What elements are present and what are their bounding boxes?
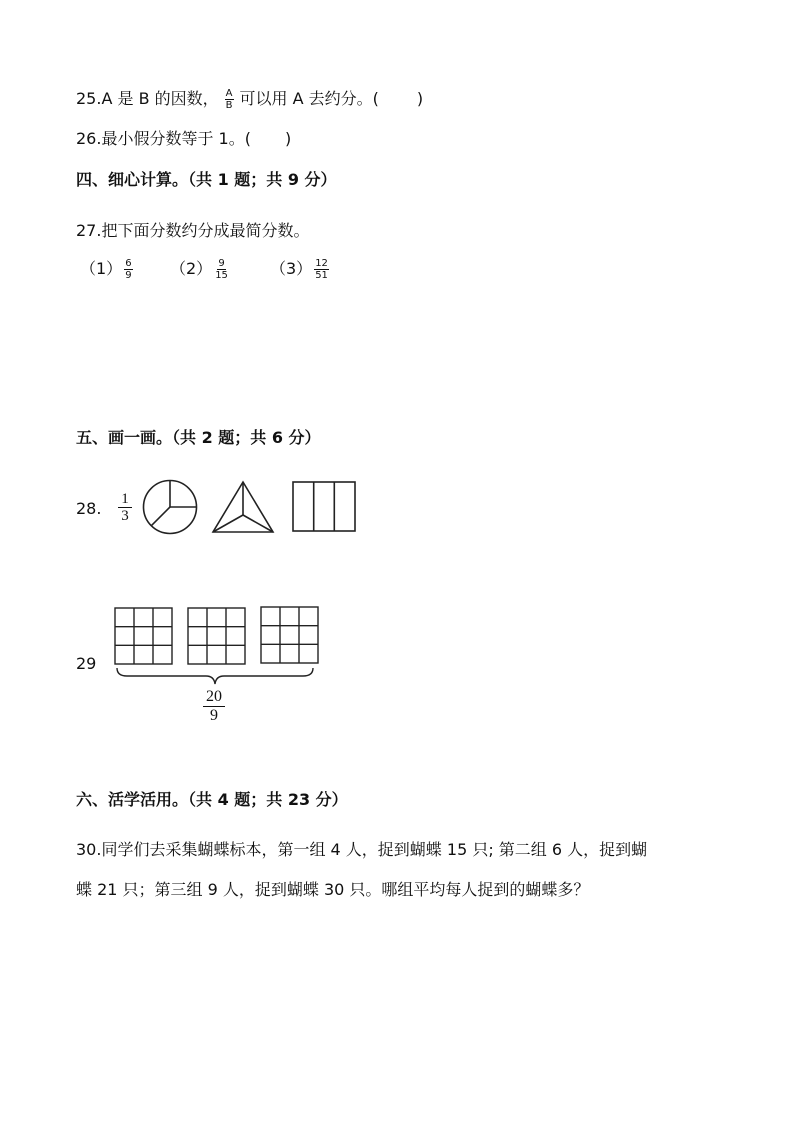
question-25	[76, 88, 423, 111]
triangle-divided-in-three[interactable]	[212, 481, 274, 533]
question-29-label: 29	[76, 654, 97, 673]
question-27-text: 27.把下面分数约分成最简分数。	[76, 221, 310, 240]
section-4-title: 四、细心计算。（共 1 题；共 9 分）	[76, 170, 337, 189]
fraction-numerator: 12	[315, 258, 328, 269]
question-26	[76, 129, 291, 149]
fraction-a-over-b	[225, 88, 234, 111]
item-label: （2）	[170, 259, 213, 278]
fraction	[314, 258, 329, 281]
fraction-item-3	[270, 258, 335, 281]
fraction-denominator: 3	[118, 507, 132, 524]
fraction-numerator: 20	[206, 688, 222, 705]
question-30-line-2: 蝶 21 只；第三组 9 人，捉到蝴蝶 30 只。哪组平均每人捉到的蝴蝶多？	[76, 880, 590, 899]
fraction	[124, 258, 132, 281]
item-label: （3）	[270, 259, 313, 278]
section-6-title: 六、活学活用。（共 4 题；共 23 分）	[76, 790, 348, 809]
fraction-numerator: 9	[218, 258, 225, 269]
question-28-label: 28.	[76, 499, 102, 518]
fraction-numerator: 1	[121, 491, 129, 507]
section-5-title: 五、画一画。（共 2 题；共 6 分）	[76, 428, 321, 447]
rectangle-divided-in-three[interactable]	[292, 481, 356, 532]
paren-close: )	[416, 89, 424, 108]
fraction-denominator: 15	[215, 270, 228, 281]
circle-divided-in-three[interactable]	[142, 479, 198, 535]
three-grids-with-brace[interactable]	[114, 606, 320, 688]
fraction-twenty-ninths	[203, 688, 225, 725]
fraction-one-third	[118, 491, 132, 524]
fraction-denominator: 51	[315, 270, 328, 281]
fraction-item-2	[170, 258, 235, 281]
paren-close: )	[284, 129, 292, 148]
fraction-denominator: 9	[203, 706, 225, 725]
fraction-denominator: B	[225, 100, 233, 111]
fraction	[214, 258, 229, 281]
fraction-numerator: A	[225, 88, 233, 99]
fraction-numerator: 6	[125, 258, 132, 269]
question-25-prefix: 25.A 是 B 的因数，	[76, 89, 219, 108]
question-25-suffix: 可以用 A 去约分。(	[239, 89, 379, 108]
question-26-text: 26.最小假分数等于 1。(	[76, 129, 251, 148]
item-label: （1）	[80, 259, 123, 278]
fraction-item-1	[80, 258, 139, 281]
fraction-denominator: 9	[125, 270, 132, 281]
question-30-line-1: 30.同学们去采集蝴蝶标本，第一组 4 人，捉到蝴蝶 15 只; 第二组 6 人，捉到蝴	[76, 840, 648, 859]
